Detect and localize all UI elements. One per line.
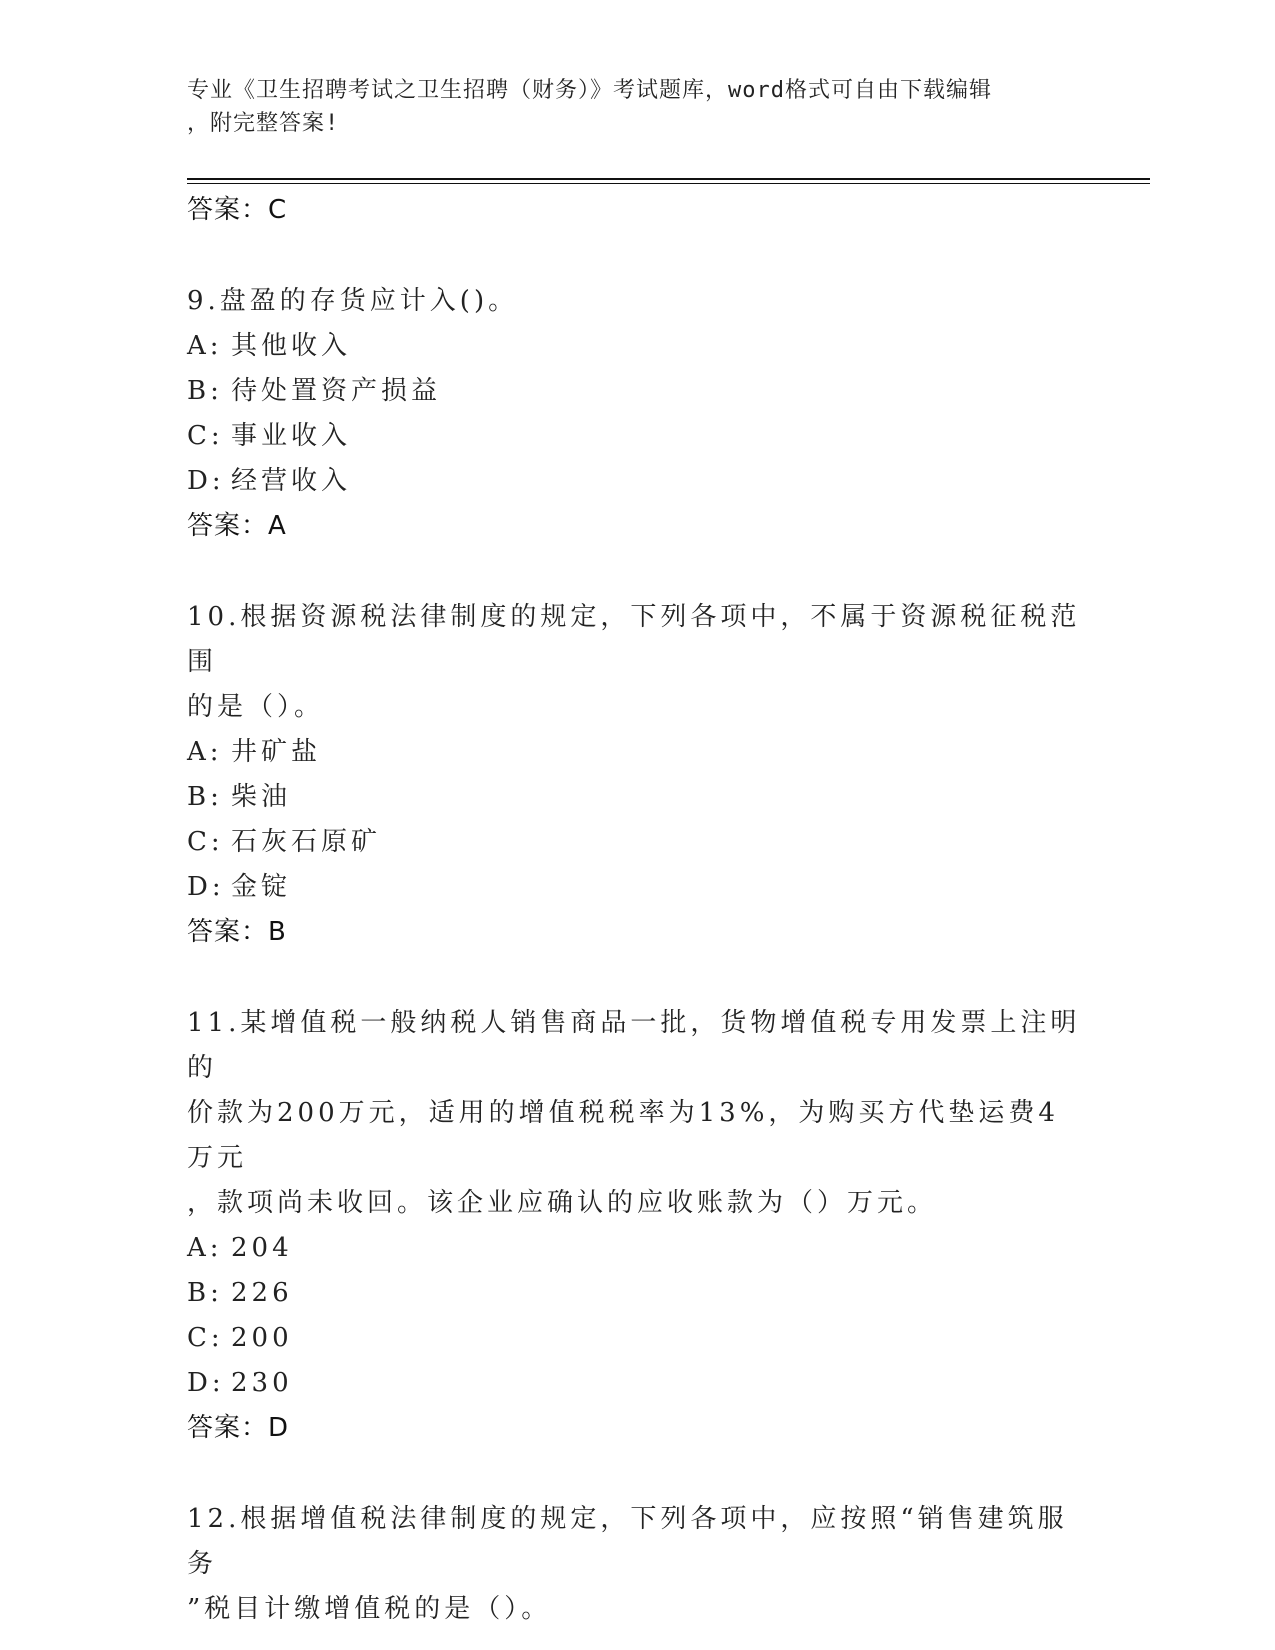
option-c [187,820,1087,865]
question-11 [187,1001,1087,1497]
question-text-line: ”税目计缴增值税的是（）。 [187,1594,552,1624]
document-header [187,74,1067,140]
header-rule-thick [187,178,1150,180]
option-text: 230 [231,1368,293,1398]
option-key: A: [187,331,223,361]
option-key: A: [187,1233,223,1263]
question-text-line: 9.盘盈的存货应计入()。 [187,286,519,316]
option-c [187,414,1087,459]
option-key: B: [187,782,223,812]
option-text: 经营收入 [231,466,352,496]
option-text: 金锭 [231,872,292,902]
option-text: 石灰石原矿 [231,827,382,857]
question-text-line: ，款项尚未收回。该企业应确认的应收账款为（）万元。 [187,1188,938,1218]
option-a [187,324,1087,369]
option-text: 事业收入 [231,421,352,451]
option-text: 其他收入 [231,331,352,361]
option-c [187,1316,1087,1361]
option-a [187,1226,1087,1271]
option-text: 200 [231,1323,293,1353]
question-text-line: 12.根据增值税法律制度的规定，下列各项中，应按照“销售建筑服务 [187,1504,1068,1579]
question-text-line: 11.某增值税一般纳税人销售商品一批，货物增值税专用发票上注明的 [187,1008,1081,1083]
option-text: 待处置资产损益 [231,376,442,406]
option-a [187,730,1087,775]
question-text-line: 10.根据资源税法律制度的规定，下列各项中，不属于资源税征税范围 [187,602,1081,677]
option-key: D: [187,872,225,902]
option-b [187,1271,1087,1316]
option-key: A: [187,737,223,767]
option-key: D: [187,1368,225,1398]
option-b [187,369,1087,414]
answer: 答案：A [187,511,287,541]
option-d [187,459,1087,504]
question-9 [187,279,1087,595]
answer: 答案：B [187,917,287,947]
option-key: B: [187,1278,223,1308]
option-key: C: [187,827,224,857]
option-key: C: [187,1323,224,1353]
option-text: 柴油 [231,782,292,812]
option-text: 226 [231,1278,293,1308]
option-text: 204 [231,1233,293,1263]
header-line-2: ，附完整答案! [187,111,340,136]
option-d [187,865,1087,910]
previous-answer: 答案：C [187,195,288,225]
question-10 [187,595,1087,1001]
question-text-line: 价款为200万元，适用的增值税税率为13%，为购买方代垫运费4万元 [187,1098,1059,1173]
option-text: 井矿盐 [231,737,322,767]
question-list [187,188,1087,1632]
question-text-line: 的是（）。 [187,692,325,722]
answer: 答案：D [187,1413,290,1443]
option-key: D: [187,466,225,496]
option-b [187,775,1087,820]
option-key: B: [187,376,223,406]
option-key: C: [187,421,224,451]
question-12 [187,1497,1087,1632]
option-d [187,1361,1087,1406]
header-rule-thin [187,183,1150,184]
header-line-1: 专业《卫生招聘考试之卫生招聘（财务）》考试题库，word格式可自由下载编辑 [187,78,992,103]
